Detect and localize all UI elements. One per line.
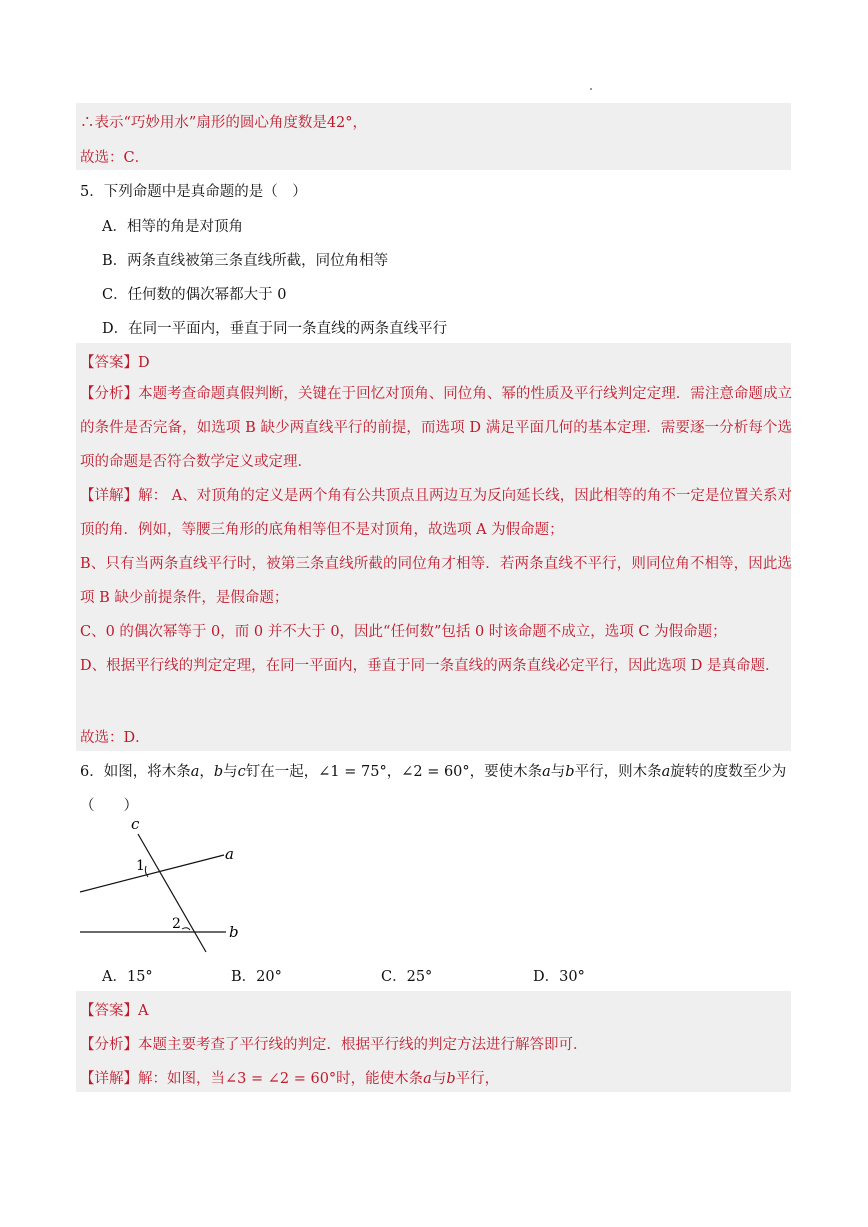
q5-detail-c: C、0 的偶次幂等于 0，而 0 并不大于 0，因此“任何数”包括 0 时该命题不成立，选项 C 为假命题； <box>80 624 727 640</box>
q5-option-c: C．任何数的偶次幂都大于 0 <box>102 287 287 303</box>
q5-detail-label: 【详解】 <box>80 488 139 504</box>
q6-detail-label: 【详解】 <box>80 1071 138 1087</box>
q6-analysis <box>80 1033 588 1054</box>
q5-option-d: D．在同一平面内，垂直于同一条直线的两条直线平行 <box>102 321 448 337</box>
q6-analysis-label: 【分析】 <box>80 1037 138 1053</box>
header-dot <box>590 88 592 90</box>
q6-option-b: B．20° <box>231 969 282 985</box>
q6-analysis-text: 本题主要考查了平行线的判定．根据平行线的判定方法进行解答即可． <box>138 1037 588 1053</box>
prev-choice: 故选：C． <box>80 150 150 166</box>
q6-detail-text: 解：如图，当∠3 = ∠2 = 60°时，能使木条𝑎与𝑏平行， <box>138 1071 500 1087</box>
q5-choice: 故选：D． <box>80 730 150 746</box>
q5-detail-a <box>80 479 792 547</box>
q5-stem: 5．下列命题中是真命题的是（ ） <box>80 184 307 200</box>
label-a: a <box>225 845 234 863</box>
q5-detail-d: D、根据平行线的判定定理，在同一平面内，垂直于同一条直线的两条直线必定平行，因此选项 D 是真命题． <box>80 658 780 674</box>
q5-analysis-label: 【分析】 <box>80 386 139 402</box>
q5-detail-b: B、只有当两条直线平行时，被第三条直线所截的同位角才相等．若两条直线不平行，则同位角不相等，因此选项 B 缺少前提条件，是假命题； <box>80 556 792 606</box>
line-a <box>80 855 224 892</box>
q6-stem-line2: （ ） <box>80 798 138 814</box>
label-b: b <box>229 923 239 941</box>
q6-option-a: A．15° <box>102 969 153 985</box>
label-c: c <box>131 815 140 833</box>
label-angle-1: 1 <box>136 858 145 874</box>
angle-2-arc <box>182 928 190 930</box>
q5-answer: 【答案】D <box>80 355 150 371</box>
q6-option-d: D．30° <box>533 969 585 985</box>
q5-analysis-text: 本题考查命题真假判断，关键在于回忆对顶角、同位角、幂的性质及平行线判定定理．需注意命题成立的条件是否完备，如选项 B 缺少两直线平行的前提，而选项 D 满足平面几何的基本定理．需要逐一分析每个选项的命题是否符合数学定义或定理． <box>80 386 792 470</box>
q6-answer: 【答案】A <box>80 1003 149 1019</box>
q5-detail-a-text: 解： A、对顶角的定义是两个角有公共顶点且两边互为反向延长线，因此相等的角不一定是位置关系对顶的角．例如，等腰三角形的底角相等但不是对顶角，故选项 A 为假命题； <box>80 488 793 538</box>
label-angle-2: 2 <box>172 916 181 932</box>
q5-analysis <box>80 377 792 479</box>
line-c <box>138 834 206 952</box>
q6-detail <box>80 1067 499 1088</box>
q5-option-b: B．两条直线被第三条直线所截，同位角相等 <box>102 253 389 269</box>
q6-stem-line1: 6．如图，将木条𝑎，𝑏与𝑐钉在一起，∠1 = 75°，∠2 = 60°，要使木条𝑎与𝑏平行，则木条𝑎旋转的度数至少为 <box>80 764 787 780</box>
q5-option-a: A．相等的角是对顶角 <box>102 219 243 235</box>
q6-option-c: C．25° <box>381 969 433 985</box>
parallel-lines-figure <box>76 815 266 955</box>
prev-conclusion: ∴表示“巧妙用水”扇形的圆心角度数是42°， <box>80 115 368 131</box>
